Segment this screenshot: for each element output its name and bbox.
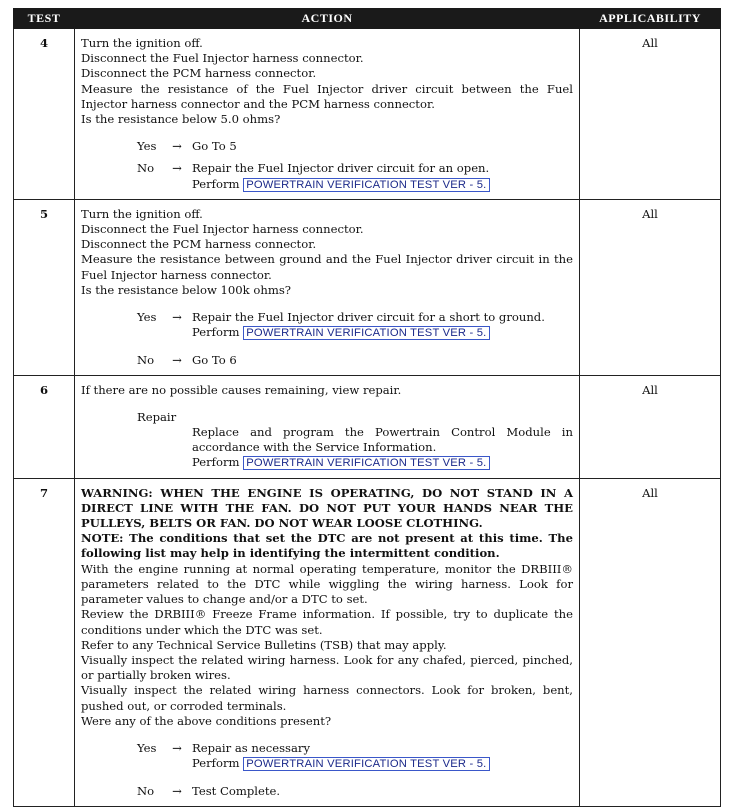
perform-label: Perform (192, 756, 240, 771)
action-line: Measure the resistance between ground and the Fuel Injector driver circuit in the Fuel Injector harness connector. (81, 252, 573, 282)
no-result: Repair the Fuel Injector driver circuit for an open. (192, 161, 490, 176)
action-cell (75, 478, 580, 806)
test-row-6 (14, 375, 721, 478)
action-question: Is the resistance below 100k ohms? (81, 282, 292, 297)
applicability-cell: All (580, 29, 721, 200)
no-result: Test Complete. (192, 784, 281, 799)
action-line: Visually inspect the related wiring harness. Look for any chafed, pierced, pinched, or partially broken wires. (81, 652, 573, 683)
repair-label: Repair (137, 409, 177, 424)
action-cell (75, 29, 580, 200)
action-question: Is the resistance below 5.0 ohms? (81, 112, 281, 127)
no-response (81, 784, 573, 799)
yes-result: Repair as necessary (192, 740, 310, 755)
diagnostic-table (13, 8, 721, 807)
applicability-cell: All (580, 375, 721, 478)
applicability-cell: All (580, 199, 721, 375)
diagnostic-page (13, 8, 720, 807)
verification-test-link[interactable]: POWERTRAIN VERIFICATION TEST VER - 5. (243, 757, 489, 771)
action-line: Refer to any Technical Service Bulletins (TSB) that may apply. (81, 637, 447, 652)
action-line: Disconnect the Fuel Injector harness connector. (81, 222, 364, 237)
verification-test-link[interactable]: POWERTRAIN VERIFICATION TEST VER - 5. (243, 326, 489, 340)
repair-text: Replace and program the Powertrain Control Module in accordance with the Service Information. (192, 425, 573, 455)
test-row-7 (14, 478, 721, 806)
no-response (81, 161, 573, 176)
action-line: Measure the resistance of the Fuel Injector driver circuit between the Fuel Injector harness connector and the PCM harness connector. (81, 81, 573, 111)
no-label: No (137, 784, 155, 799)
test-row-4 (14, 29, 721, 200)
test-number: 6 (14, 375, 75, 478)
no-label: No (137, 353, 155, 368)
header-test: TEST (14, 9, 75, 29)
yes-result: Go To 5 (192, 139, 237, 154)
perform-label: Perform (192, 325, 240, 340)
table-header-row (14, 9, 721, 29)
verification-test-link[interactable]: POWERTRAIN VERIFICATION TEST VER - 5. (243, 456, 489, 470)
action-line: Disconnect the Fuel Injector harness connector. (81, 51, 364, 66)
action-question: Were any of the above conditions present? (81, 713, 332, 728)
yes-label: Yes (137, 310, 157, 325)
action-cell (75, 375, 580, 478)
action-line: Disconnect the PCM harness connector. (81, 66, 317, 81)
arrow-icon: → (172, 740, 182, 755)
arrow-icon: → (172, 139, 182, 154)
action-line: With the engine running at normal operating temperature, monitor the DRBIII® parameters related to the DTC while wiggling the wiring harness. Look for parameter values to change and/or a DTC to set. (81, 561, 573, 607)
action-line: Turn the ignition off. (81, 206, 203, 221)
yes-label: Yes (137, 139, 157, 154)
perform-line (81, 325, 573, 341)
warning-text: WARNING: WHEN THE ENGINE IS OPERATING, DO NOT STAND IN A DIRECT LINE WITH THE FAN. DO NOT PUT YOUR HANDS NEAR THE PULLEYS, BELTS OR FAN. DO NOT WEAR LOOSE CLOTHING. (81, 485, 573, 531)
applicability-cell: All (580, 478, 721, 806)
no-response (81, 353, 573, 368)
yes-label: Yes (137, 740, 157, 755)
no-result: Go To 6 (192, 353, 237, 368)
yes-response (81, 310, 573, 325)
test-number: 5 (14, 199, 75, 375)
action-line: If there are no possible causes remaining, view repair. (81, 382, 402, 397)
perform-line (81, 177, 573, 193)
header-applicability: APPLICABILITY (580, 9, 721, 29)
no-label: No (137, 161, 155, 176)
yes-response (81, 741, 573, 756)
perform-line (81, 756, 573, 772)
action-cell (75, 199, 580, 375)
arrow-icon: → (172, 310, 182, 325)
header-action: ACTION (75, 9, 580, 29)
test-number: 7 (14, 478, 75, 806)
arrow-icon: → (172, 784, 182, 799)
action-line: Disconnect the PCM harness connector. (81, 237, 317, 252)
action-line: Visually inspect the related wiring harness connectors. Look for broken, bent, pushed out, or corroded terminals. (81, 683, 573, 713)
yes-response (81, 139, 573, 154)
arrow-icon: → (172, 161, 182, 176)
perform-line (81, 455, 573, 471)
perform-label: Perform (192, 455, 240, 470)
test-number: 4 (14, 29, 75, 200)
action-line: Review the DRBIII® Freeze Frame information. If possible, try to duplicate the conditions under which the DTC was set. (81, 607, 573, 637)
yes-result: Repair the Fuel Injector driver circuit for a short to ground. (192, 310, 545, 325)
arrow-icon: → (172, 353, 182, 368)
note-text: NOTE: The conditions that set the DTC are not present at this time. The following list may help in identifying the intermittent condition. (81, 531, 573, 561)
verification-test-link[interactable]: POWERTRAIN VERIFICATION TEST VER - 5. (243, 178, 489, 192)
action-line: Turn the ignition off. (81, 36, 203, 50)
perform-label: Perform (192, 176, 240, 191)
test-row-5 (14, 199, 721, 375)
